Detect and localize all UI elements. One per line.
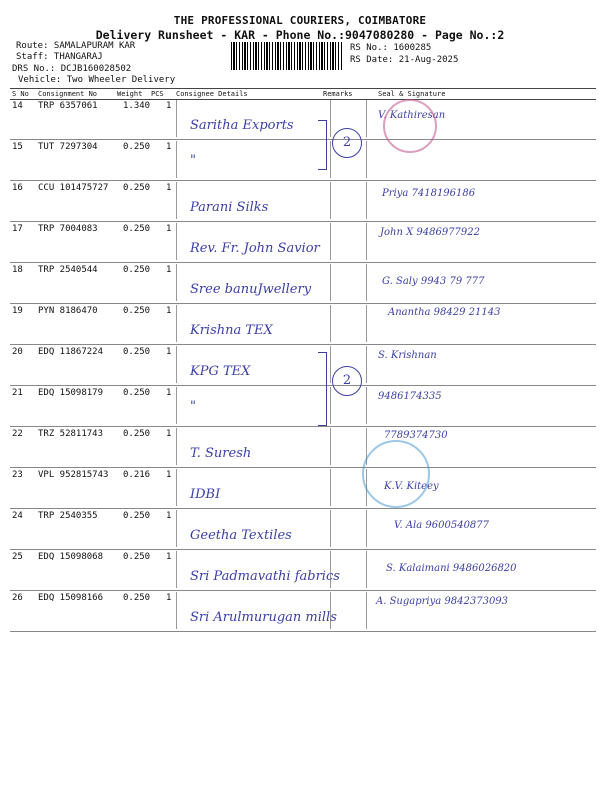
group-count-mark: 2 [332,128,362,158]
seal-cell [366,387,367,424]
row-consignment-no: EDQ 11867224 [38,347,104,357]
table-row [10,467,596,509]
seal-cell [366,100,367,137]
company-seal-stamp [362,440,430,508]
handwritten-consignee: Sri Arulmurugan mills [190,610,337,625]
row-consignment-no: VPL 952815743 [38,470,109,480]
col-consignee: Consignee Details [176,90,248,98]
seal-cell [366,551,367,588]
handwritten-consignee: Saritha Exports [190,118,294,133]
row-pcs: 1 [166,101,172,111]
row-weight: 1.340 [123,101,151,111]
remarks-cell [330,305,331,342]
row-consignment-no: TRP 2540355 [38,511,98,521]
handwritten-consignee: KPG TEX [190,364,251,379]
row-consignment-no: TRP 6357061 [38,101,98,111]
row-pcs: 1 [166,183,172,193]
seal-cell [366,182,367,219]
row-weight: 0.250 [123,183,151,193]
consignee-cell [176,387,329,424]
row-weight: 0.250 [123,552,151,562]
table-row [10,180,596,222]
handwritten-consignee: Geetha Textiles [190,528,292,543]
remarks-cell [330,469,331,506]
drs-label: DRS No.: DCJB160028502 [12,64,132,74]
group-count-mark: 2 [332,366,362,396]
col-consignment: Consignment No [38,90,98,98]
handwritten-signature: A. Sugapriya 9842373093 [376,596,509,607]
row-consignment-no: EDQ 15098179 [38,388,104,398]
remarks-cell [330,141,331,178]
rs-number: RS No.: 1600285 [350,43,432,53]
handwritten-signature: Priya 7418196186 [382,188,476,199]
handwritten-consignee: " [190,153,196,168]
row-pcs: 1 [166,142,172,152]
row-sno: 23 [12,470,23,480]
row-consignment-no: TRZ 52811743 [38,429,104,439]
seal-cell [366,510,367,547]
seal-cell [366,141,367,178]
handwritten-signature: V. Kathiresan [378,110,446,121]
group-bracket [318,352,327,426]
row-sno: 25 [12,552,23,562]
row-weight: 0.250 [123,593,151,603]
remarks-cell [330,223,331,260]
handwritten-consignee: T. Suresh [190,446,252,461]
row-sno: 19 [12,306,23,316]
seal-cell [366,223,367,260]
row-sno: 26 [12,593,23,603]
row-weight: 0.250 [123,388,151,398]
handwritten-signature: S. Kalaimani 9486026820 [386,563,517,574]
handwritten-signature: John X 9486977922 [380,227,481,238]
row-pcs: 1 [166,265,172,275]
handwritten-signature: G. Saly 9943 79 777 [382,276,485,287]
seal-cell [366,264,367,301]
remarks-cell [330,182,331,219]
table-row [10,549,596,591]
col-remarks: Remarks [323,90,353,98]
runsheet-subtitle: Delivery Runsheet - KAR - Phone No.:9047080280 - Page No.:2 [95,28,505,42]
col-weight: Weight [117,90,143,98]
row-weight: 0.216 [123,470,151,480]
handwritten-signature: 9486174335 [378,391,442,402]
barcode [231,42,343,70]
remarks-cell [330,264,331,301]
handwritten-signature: 7789374730 [384,430,448,441]
remarks-cell [330,428,331,465]
seal-cell [366,592,367,629]
seal-cell [366,305,367,342]
row-sno: 14 [12,101,23,111]
remarks-cell [330,510,331,547]
remarks-cell [330,387,331,424]
row-consignment-no: TUT 7297304 [38,142,98,152]
row-consignment-no: TRP 7004083 [38,224,98,234]
consignee-cell [176,141,329,178]
row-pcs: 1 [166,429,172,439]
table-row [10,590,596,632]
row-sno: 15 [12,142,23,152]
table-row [10,262,596,304]
row-sno: 21 [12,388,23,398]
row-consignment-no: PYN 8186470 [38,306,98,316]
col-seal: Seal & Signature [378,90,446,98]
table-row [10,221,596,263]
group-bracket [318,120,327,170]
row-consignment-no: EDQ 15098068 [38,552,104,562]
row-weight: 0.250 [123,347,151,357]
seal-cell [366,346,367,383]
row-pcs: 1 [166,470,172,480]
handwritten-signature: Anantha 98429 21143 [388,307,501,318]
row-sno: 22 [12,429,23,439]
row-pcs: 1 [166,388,172,398]
row-weight: 0.250 [123,224,151,234]
row-pcs: 1 [166,552,172,562]
row-sno: 16 [12,183,23,193]
row-consignment-no: CCU 101475727 [38,183,109,193]
table-row [10,426,596,468]
handwritten-consignee: Sree banuJwellery [190,282,312,297]
route-label: Route: SAMALAPURAM KAR [16,41,136,51]
row-sno: 18 [12,265,23,275]
handwritten-signature: K.V. Kiteey [384,481,439,492]
handwritten-consignee: Sri Padmavathi fabrics [190,569,340,584]
table-row [10,98,596,140]
handwritten-signature: S. Krishnan [378,350,437,361]
company-seal-stamp [383,99,437,153]
remarks-cell [330,346,331,383]
table-row [10,303,596,345]
handwritten-signature: V. Ala 9600540877 [394,520,490,531]
col-sno: S No [12,90,29,98]
row-sno: 24 [12,511,23,521]
handwritten-consignee: " [190,399,196,414]
handwritten-consignee: Krishna TEX [190,323,273,338]
row-weight: 0.250 [123,511,151,521]
row-pcs: 1 [166,511,172,521]
row-pcs: 1 [166,306,172,316]
handwritten-consignee: Parani Silks [190,200,269,215]
row-pcs: 1 [166,224,172,234]
table-row [10,344,596,386]
company-title: THE PROFESSIONAL COURIERS, COIMBATORE [173,14,427,27]
table-row [10,385,596,427]
row-sno: 20 [12,347,23,357]
row-consignment-no: EDQ 15098166 [38,593,104,603]
staff-label: Staff: THANGARAJ [16,52,103,62]
handwritten-consignee: IDBI [190,487,221,502]
vehicle-label: Vehicle: Two Wheeler Delivery [18,75,176,85]
table-row [10,139,596,181]
row-weight: 0.250 [123,429,151,439]
table-row [10,508,596,550]
row-consignment-no: TRP 2540544 [38,265,98,275]
col-pcs: PCS [151,90,164,98]
row-weight: 0.250 [123,306,151,316]
row-sno: 17 [12,224,23,234]
handwritten-consignee: Rev. Fr. John Savior [190,241,320,256]
row-pcs: 1 [166,593,172,603]
row-pcs: 1 [166,347,172,357]
rs-date: RS Date: 21-Aug-2025 [350,55,459,65]
row-weight: 0.250 [123,142,151,152]
row-weight: 0.250 [123,265,151,275]
remarks-cell [330,100,331,137]
